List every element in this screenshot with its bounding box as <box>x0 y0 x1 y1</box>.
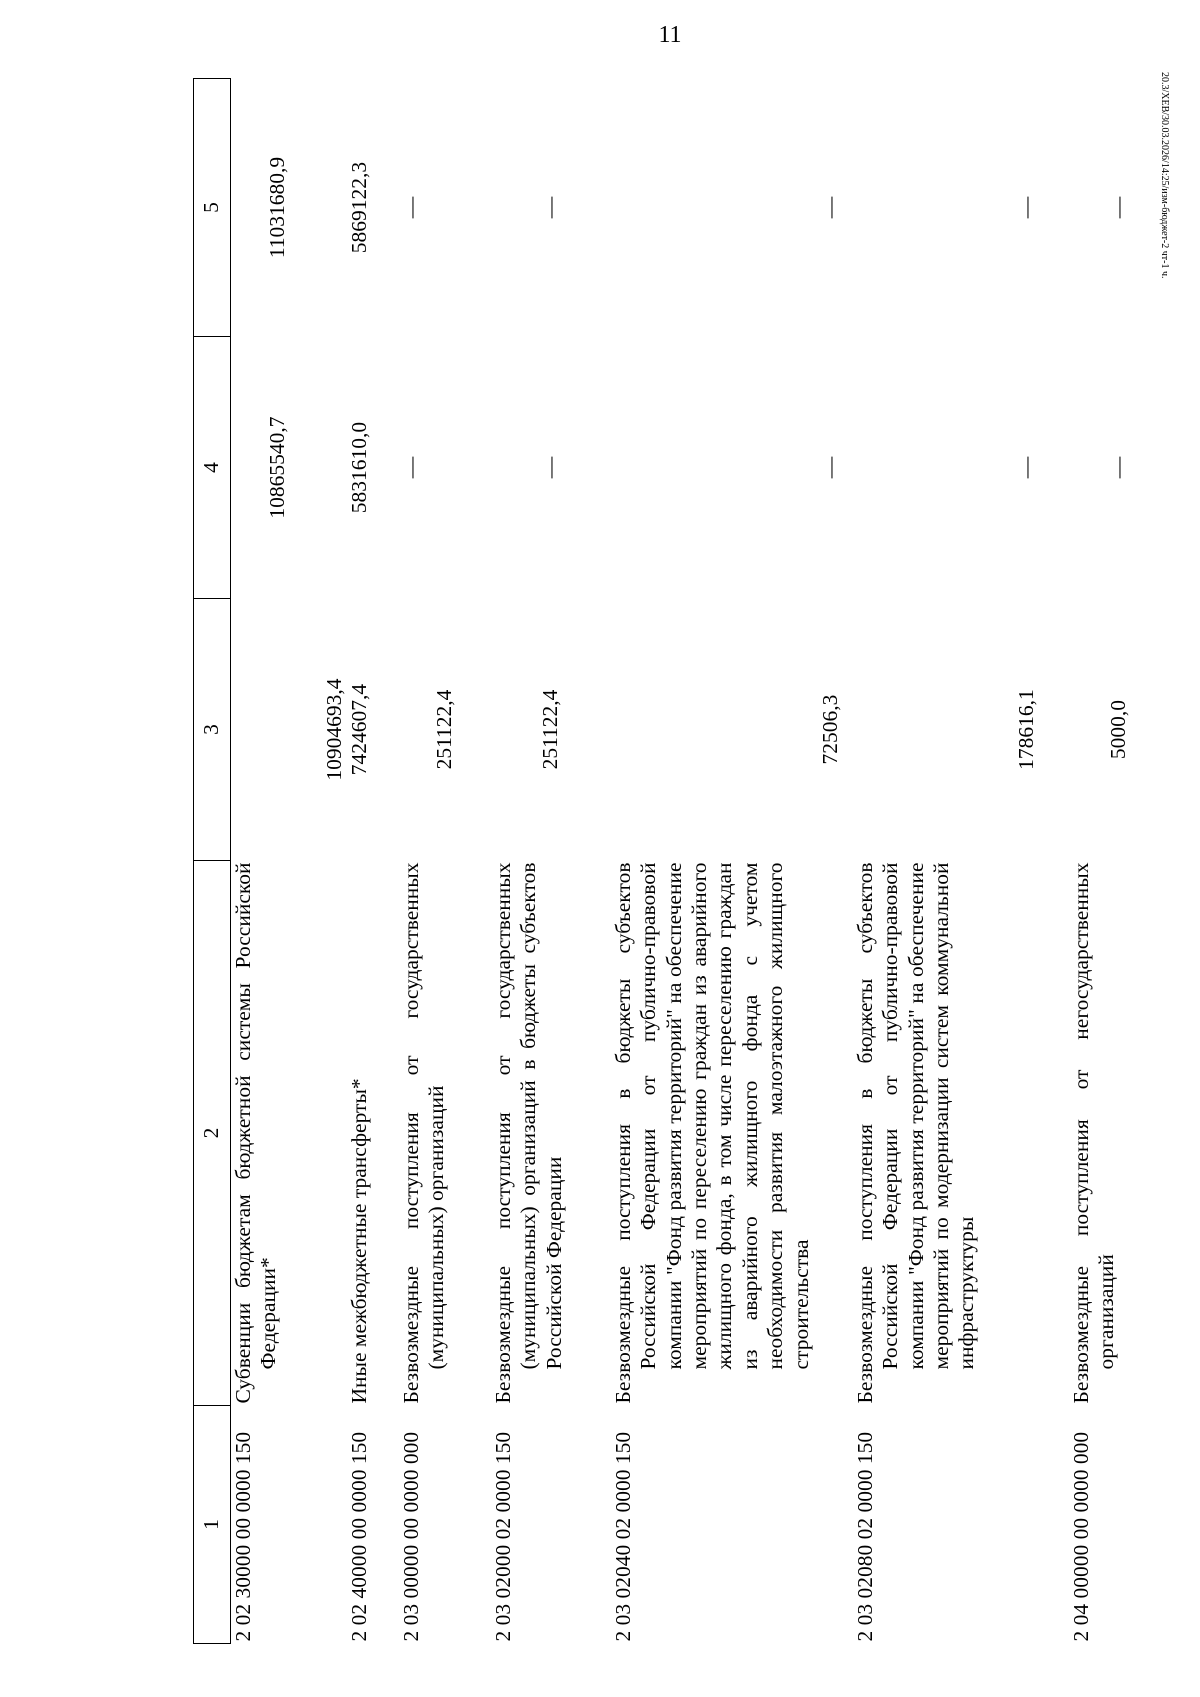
revenue-table-container <box>193 79 1130 1644</box>
revenue-name: Безвозмездные поступления от негосударственных организаций <box>1069 862 1119 1404</box>
header-col-3: 3 <box>194 599 231 861</box>
value-col-3: 5000,0 <box>1105 699 1130 760</box>
value-col-3: 10904693,4 <box>321 678 346 781</box>
value-col-3: 251122,4 <box>432 689 457 770</box>
budget-code: 2 03 02000 02 0000 150 <box>491 1431 515 1642</box>
table-row <box>611 79 853 1644</box>
document-footer-code: 20.3/XEB/30.03.2026/14:25/изм-бюджет-2 чт-1 ч. <box>1159 72 1170 279</box>
value-col-5: 11031680,9 <box>265 156 289 259</box>
revenue-name: Иные межбюджетные трансферты* <box>347 1078 371 1404</box>
table-header-row <box>194 79 231 1644</box>
revenue-name: Безвозмездные поступления от государственных (муниципальных) организаций <box>399 862 449 1404</box>
value-col-4: — <box>1013 456 1038 479</box>
header-col-4: 4 <box>194 337 231 599</box>
value-col-4: 10865540,7 <box>265 416 289 519</box>
value-col-4: — <box>817 456 842 479</box>
header-col-2: 2 <box>194 861 231 1406</box>
value-col-3: 72506,3 <box>817 694 842 765</box>
value-col-5: — <box>817 196 842 219</box>
budget-code: 2 03 02040 02 0000 150 <box>611 1431 635 1642</box>
table-row <box>853 79 1069 1644</box>
value-col-4: 5831610,0 <box>347 421 371 514</box>
table-row <box>231 79 348 1644</box>
budget-code: 2 03 02080 02 0000 150 <box>853 1431 877 1642</box>
table-row <box>491 79 611 1644</box>
value-col-5: — <box>399 196 423 219</box>
budget-code: 2 02 30000 00 0000 150 <box>231 1431 255 1642</box>
table-row <box>347 79 399 1644</box>
page-number: 11 <box>658 22 682 48</box>
budget-code: 2 04 00000 00 0000 000 <box>1069 1431 1093 1642</box>
value-col-5: 5869122,3 <box>347 161 371 254</box>
header-col-1: 1 <box>194 1406 231 1644</box>
value-col-3: 7424607,4 <box>347 683 371 776</box>
table-row <box>399 79 491 1644</box>
budget-code: 2 02 40000 00 0000 150 <box>347 1431 371 1642</box>
value-col-5: — <box>1013 196 1038 219</box>
revenue-name: Субвенции бюджетам бюджетной системы Российской Федерации* <box>231 862 281 1404</box>
revenue-name: Безвозмездные поступления в бюджеты субъектов Российской Федерации от публично-правовой компании "Фонд развития территорий" на обеспечение мероприятий по переселению граждан из аварийного жилищного фонда, в том числе переселению граждан из аварийного жилищного фонда с учетом необходимости развития малоэтажного жилищного строительства <box>611 862 813 1404</box>
value-col-5: — <box>538 196 563 219</box>
value-col-5: — <box>1105 196 1130 219</box>
revenue-name: Безвозмездные поступления от государственных (муниципальных) организаций в бюджеты субъектов Российской Федерации <box>491 862 566 1404</box>
revenue-table <box>193 78 1131 1644</box>
table-row <box>1069 79 1131 1644</box>
value-col-4: — <box>399 456 423 479</box>
value-col-3: 178616,1 <box>1013 689 1038 770</box>
revenue-name: Безвозмездные поступления в бюджеты субъектов Российской Федерации от публично-правовой компании "Фонд развития территорий" на обеспечение мероприятий по модернизации систем коммунальной инфраструктуры <box>853 862 979 1404</box>
value-col-4: — <box>538 456 563 479</box>
header-col-5: 5 <box>194 79 231 337</box>
value-col-3: 251122,4 <box>538 689 563 770</box>
value-col-4: — <box>1105 456 1130 479</box>
budget-code: 2 03 00000 00 0000 000 <box>399 1431 423 1642</box>
